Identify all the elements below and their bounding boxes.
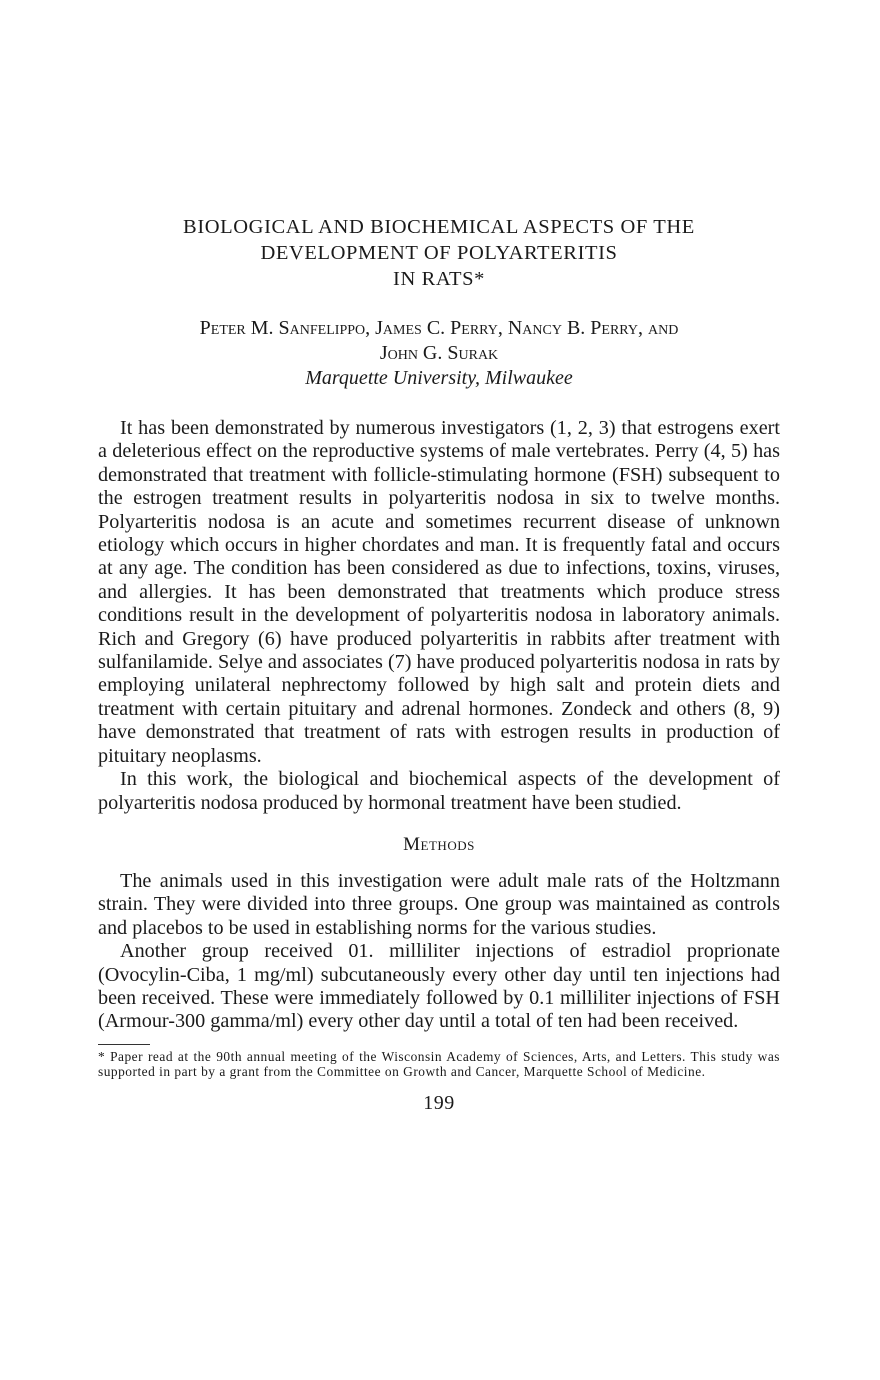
paper-page	[98, 214, 780, 1115]
footnote: * Paper read at the 90th annual meeting of the Wisconsin Academy of Sciences, Arts, and Letters. This study was supported in part by a grant from the Committee on Growth and Cancer, Marquette School of Medicine.	[98, 1048, 780, 1079]
intro-paragraph-1: It has been demonstrated by numerous investigators (1, 2, 3) that estrogens exert a deleterious effect on the reproductive systems of male vertebrates. Perry (4, 5) has demonstrated that treatment with follicle-stimulating hormone (FSH) subsequent to the estrogen treatment results in polyarteritis nodosa in six to twelve months. Polyarteritis nodosa is an acute and sometimes recurrent disease of unknown etiology which occurs in higher chordates and man. It is frequently fatal and occurs at any age. The condition has been considered as due to infections, toxins, viruses, and allergies. It has been demonstrated that treatments which produce stress conditions result in the development of polyarteritis nodosa in laboratory animals. Rich and Gregory (6) have produced polyarteritis in rabbits after treatment with sulfanilamide. Selye and associates (7) have produced polyarteritis nodosa in rats by employing unilateral nephrectomy followed by high salt and protein diets and treatment with certain pituitary and adrenal hormones. Zondeck and others (8, 9) have demonstrated that treatment of rats with estrogen results in production of pituitary neoplasms.	[98, 417, 780, 767]
body-text	[98, 417, 780, 1034]
affiliation: Marquette University, Milwaukee	[305, 367, 573, 389]
title-line-2: DEVELOPMENT OF POLYARTERITIS	[260, 242, 618, 264]
methods-paragraph-1: The animals used in this investigation were adult male rats of the Holtzmann strain. They were divided into three groups. One group was maintained as controls and placebos to be used in establishing norms for the various studies.	[98, 869, 780, 939]
authors-line-1: Peter M. Sanfelippo, James C. Perry, Nancy B. Perry, and	[199, 317, 679, 339]
title-line-1: BIOLOGICAL AND BIOCHEMICAL ASPECTS OF THE	[183, 216, 695, 238]
author-list	[98, 316, 780, 366]
footnote-divider	[98, 1044, 150, 1045]
page-number: 199	[423, 1091, 455, 1114]
methods-paragraph-2: Another group received 01. milliliter injections of estradiol proprionate (Ovocylin-Ciba, 1 mg/ml) subcutaneously every other day until ten injections had been received. These were immediately followed by 0.1 milliliter injections of FSH (Armour-300 gamma/ml) every other day until a total of ten had been received.	[98, 940, 780, 1033]
title-line-3: IN RATS*	[393, 268, 485, 290]
authors-line-2: John G. Surak	[379, 342, 499, 364]
paper-title	[98, 214, 780, 292]
methods-heading: Methods	[403, 833, 475, 855]
intro-paragraph-2: In this work, the biological and biochemical aspects of the development of polyarteritis nodosa produced by hormonal treatment have been studied.	[98, 768, 780, 814]
